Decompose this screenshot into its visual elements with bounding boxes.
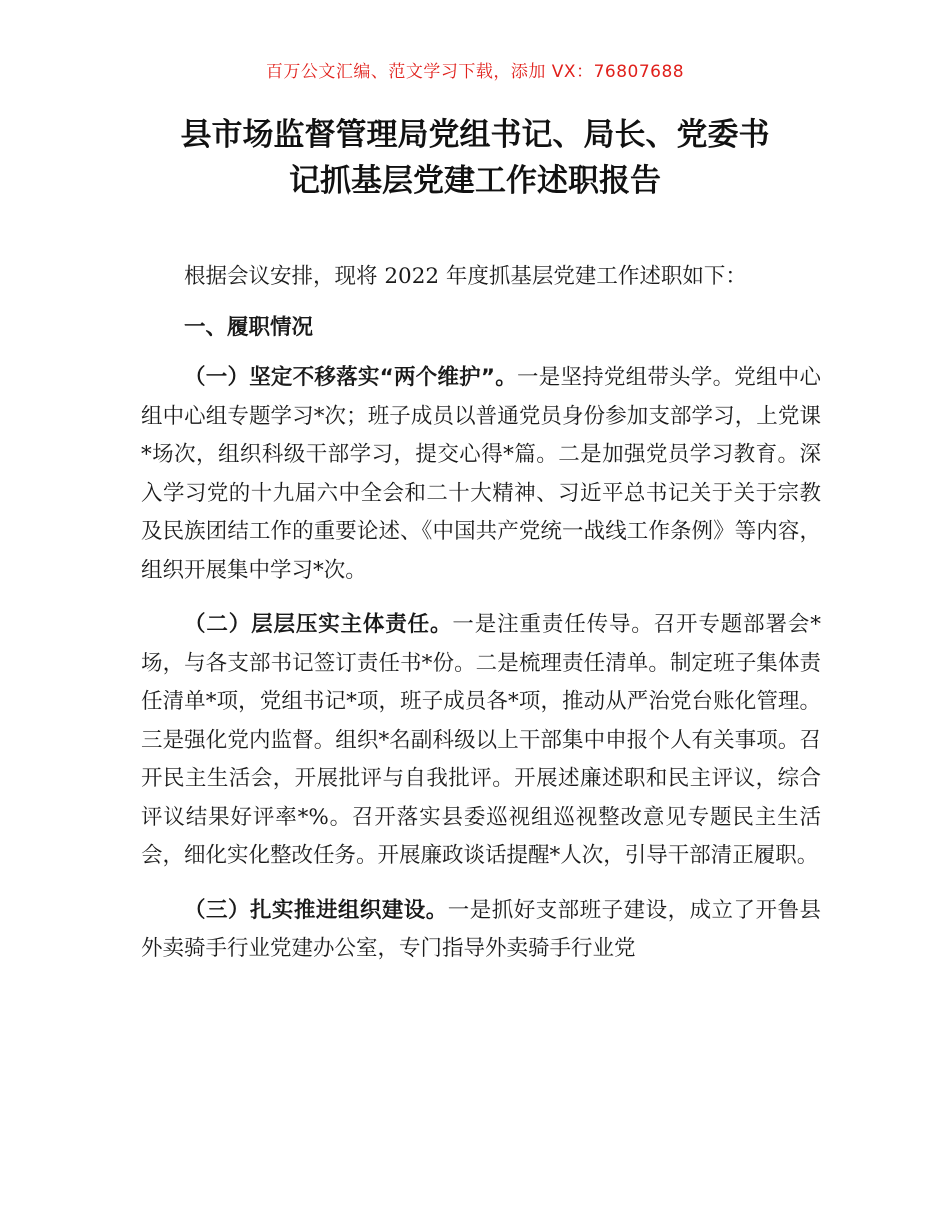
paragraph-3 [141,892,821,969]
paragraph-1 [141,359,821,590]
intro-paragraph: 根据会议安排，现将 2022 年度抓基层党建工作述职如下： [184,264,747,289]
paragraph-3-text: 一是抓好支部班子建设，成立了开鲁县外卖骑手行业党建办公室，专门指导外卖骑手行业党 [141,897,821,961]
title-line-2: 记抓基层党建工作述职报告 [289,163,661,199]
paragraph-2 [141,606,821,876]
header-watermark-note: 百万公文汇编、范文学习下载，添加 VX：76807688 [265,62,685,82]
paragraph-1-lead: （一）坚定不移落实“两个维护”。 [184,365,517,390]
document-title [120,112,830,204]
paragraph-1-text: 一是坚持党组带头学。党组中心组中心组专题学习*次；班子成员以普通党员身份参加支部学习，上党课*场次，组织科级干部学习，提交心得*篇。二是加强党员学习教育。深入学习党的十九届六中全会和二十大精神、习近平总书记关于关于宗教及民族团结工作的重要论述、《中国共产党统一战线工作条例》等内容，组织开展集中学习*次。 [141,365,821,583]
document-body [141,258,821,985]
paragraph-2-lead: （二）层层压实主体责任。 [184,612,453,637]
section-heading: 一、履职情况 [184,314,314,340]
paragraph-2-text: 一是注重责任传导。召开专题部署会*场，与各支部书记签订责任书*份。二是梳理责任清单。制定班子集体责任清单*项，党组书记*项，班子成员各*项，推动从严治党台账化管理。三是强化党内监督。组织*名副科级以上干部集中申报个人有关事项。召开民主生活会，开展批评与自我批评。开展述廉述职和民主评议，综合评议结果好评率*%。召开落实县委巡视组巡视整改意见专题民主生活会，细化实化整改任务。开展廉政谈话提醒*人次，引导干部清正履职。 [141,612,821,868]
title-line-1: 县市场监督管理局党组书记、局长、党委书 [180,117,770,153]
paragraph-3-lead: （三）扎实推进组织建设。 [184,897,448,923]
